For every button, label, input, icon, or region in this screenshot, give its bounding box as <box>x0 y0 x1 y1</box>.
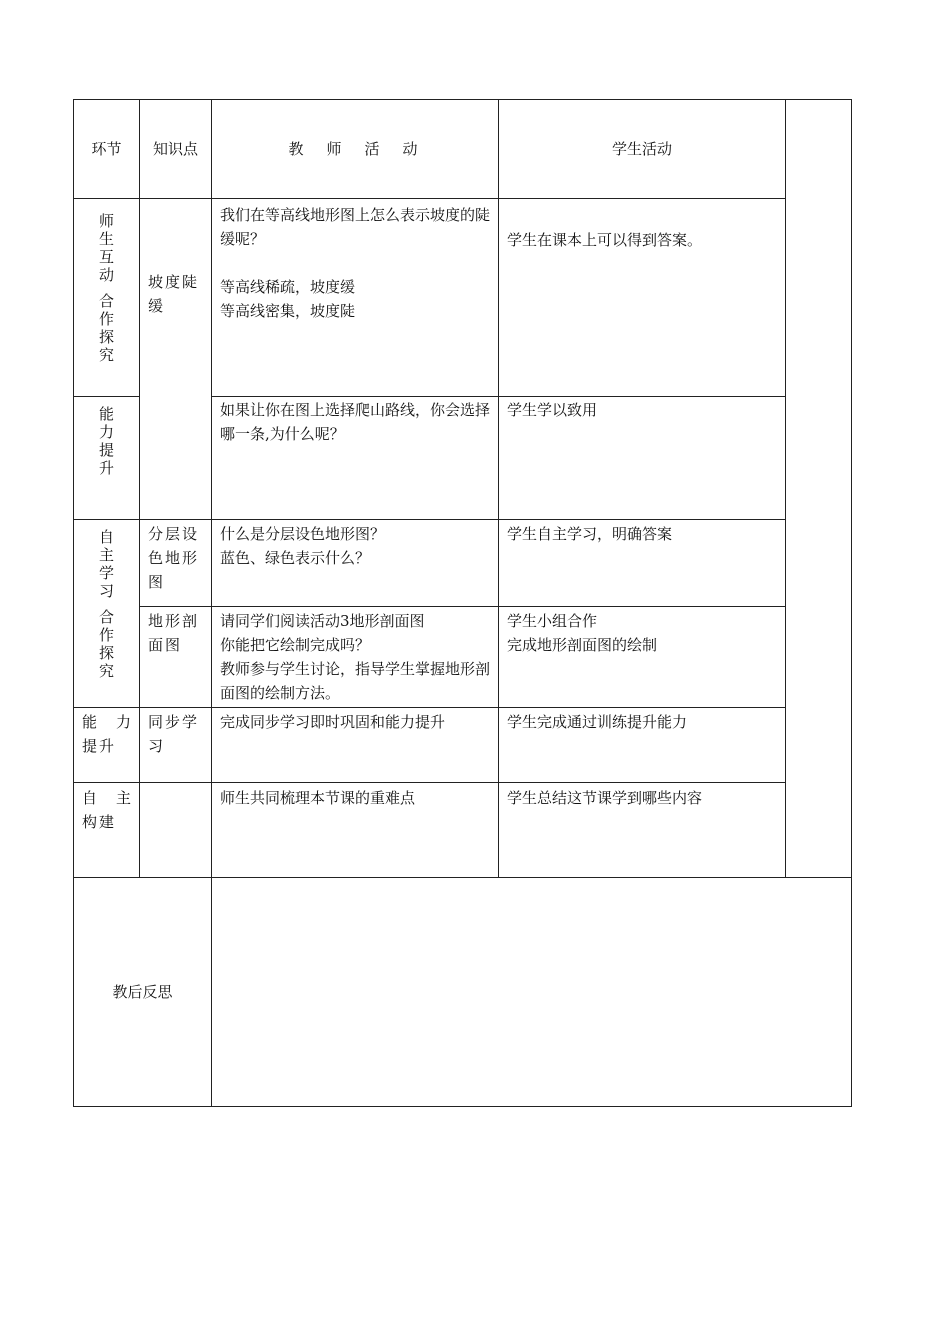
student-activity-cell: 学生总结这节课学到哪些内容 <box>507 789 703 807</box>
stage-char: 探 <box>98 328 114 346</box>
header-teacher-activity: 教 师 活 动 <box>288 140 422 158</box>
stage-char: 力 <box>98 423 114 441</box>
rule <box>139 99 140 878</box>
teacher-activity-cell: 完成同步学习即时巩固和能力提升 <box>220 713 446 731</box>
stage-char: 究 <box>98 662 114 680</box>
stage-cell <box>74 212 139 392</box>
student-activity-cell: 学生在课本上可以得到答案。 <box>507 231 703 249</box>
rule <box>73 1106 852 1107</box>
stage-char: 能 <box>98 405 114 423</box>
header-student-activity: 学生活动 <box>611 140 672 158</box>
rule <box>73 782 786 783</box>
stage-char: 生 <box>98 230 114 248</box>
knowledge-cell: 地形剖面图 <box>148 612 200 654</box>
stage-char: 习 <box>98 582 114 600</box>
stage-cell: 能 力提升 <box>82 713 134 755</box>
rule <box>73 396 140 397</box>
stage-char: 探 <box>98 644 114 662</box>
teacher-activity-cell: 请同学们阅读活动3地形剖面图 你能把它绘制完成吗？ 教师参与学生讨论，指导学生掌握地形剖面图的绘制方法。 <box>220 612 491 702</box>
rule <box>73 198 786 199</box>
rule <box>73 519 786 520</box>
teacher-activity-cell: 如果让你在图上选择爬山路线，你会选择哪一条,为什么呢？ <box>220 401 491 443</box>
stage-char: 究 <box>98 346 114 364</box>
reflection-content <box>220 886 840 1096</box>
stage-char: 作 <box>98 626 114 644</box>
stage-cell: 自 主构建 <box>82 789 134 831</box>
knowledge-cell: 分层设色地形图 <box>148 525 200 591</box>
stage-char: 作 <box>98 310 114 328</box>
stage-char: 自 <box>98 528 114 546</box>
stage-char: 合 <box>98 292 114 310</box>
rule <box>73 707 786 708</box>
teacher-activity-cell: 我们在等高线地形图上怎么表示坡度的陡缓呢？ 等高线稀疏，坡度缓 等高线密集，坡度陡 <box>220 206 491 320</box>
stage-char: 互 <box>98 248 114 266</box>
rule <box>211 99 212 1107</box>
header-knowledge: 知识点 <box>152 140 198 158</box>
stage-cell <box>74 528 139 703</box>
rule <box>140 606 786 607</box>
student-activity-cell: 学生学以致用 <box>507 401 598 419</box>
teacher-activity-cell: 什么是分层设色地形图？ 蓝色、绿色表示什么？ <box>220 525 386 567</box>
stage-char: 学 <box>98 564 114 582</box>
student-activity-cell: 学生完成通过训练提升能力 <box>507 713 688 731</box>
rule <box>498 99 499 878</box>
knowledge-cell: 坡度陡缓 <box>148 273 200 315</box>
stage-char: 提 <box>98 441 114 459</box>
stage-char: 动 <box>98 266 114 284</box>
header-stage: 环节 <box>91 140 122 158</box>
knowledge-cell: 同步学习 <box>148 713 200 755</box>
stage-char: 升 <box>98 459 114 477</box>
student-activity-cell: 学生自主学习，明确答案 <box>507 525 673 543</box>
stage-char: 师 <box>98 212 114 230</box>
rule <box>785 99 786 878</box>
stage-char: 主 <box>98 546 114 564</box>
reflection-label: 教后反思 <box>112 983 173 1001</box>
student-activity-cell: 学生小组合作 完成地形剖面图的绘制 <box>507 612 658 654</box>
rule <box>851 99 852 1107</box>
teacher-activity-cell: 师生共同梳理本节课的重难点 <box>220 789 416 807</box>
stage-char: 合 <box>98 608 114 626</box>
stage-cell <box>74 405 139 515</box>
